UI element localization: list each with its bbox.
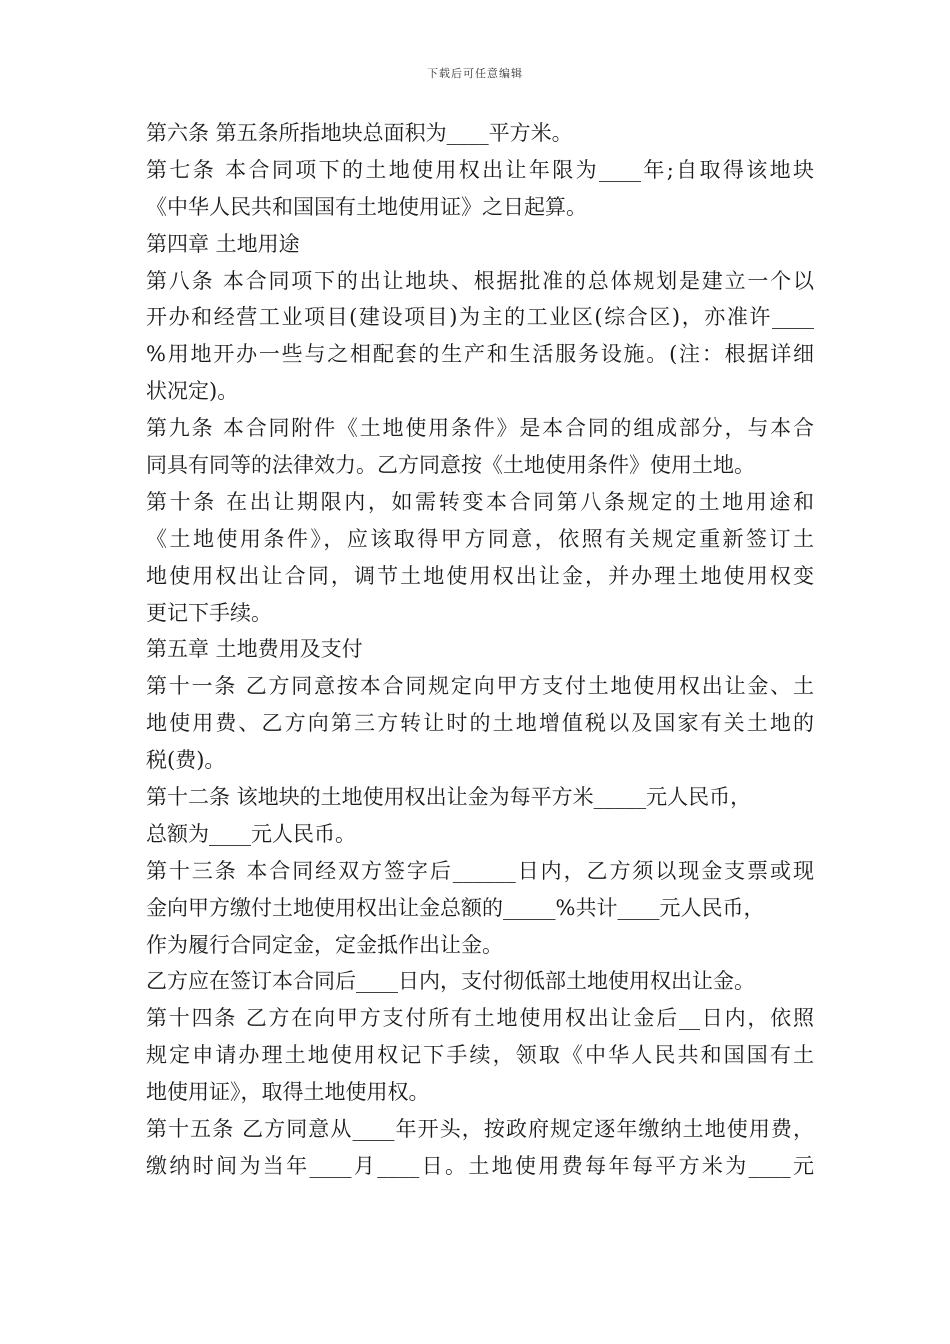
text-line: 第十五条 乙方同意从____年开头，按政府规定逐年缴纳土地使用费， — [146, 1117, 814, 1142]
chapter-heading: 第五章 土地费用及支付 — [146, 637, 363, 662]
text-line: 缴纳时间为当年____月____日。土地使用费每年每平方米为____元 — [146, 1153, 814, 1178]
text-line: 地使用费、乙方向第三方转让时的土地增值税以及国家有关土地的 — [146, 711, 814, 736]
text-line: 第十四条 乙方在向甲方支付所有土地使用权出让金后__日内，依照 — [146, 1006, 814, 1031]
page-header-note: 下载后可任意编辑 — [427, 67, 523, 80]
text-line: 地使用权出让合同，调节土地使用权出让金，并办理土地使用权变 — [146, 563, 814, 588]
document-body — [146, 115, 814, 1185]
text-line: 《中华人民共和国国有土地使用证》之日起算。 — [146, 194, 587, 219]
text-line: 乙方应在签订本合同后____日内，支付彻低部土地使用权出让金。 — [146, 969, 755, 994]
text-line: 第十二条 该地块的土地使用权出让金为每平方米_____元人民币， — [146, 785, 752, 810]
text-line: 开办和经营工业项目(建设项目)为主的工业区(综合区)，亦准许____ — [146, 305, 814, 330]
text-line: %用地开办一些与之相配套的生产和生活服务设施。(注：根据详细 — [146, 342, 814, 367]
text-line: 第十条 在出让期限内，如需转变本合同第八条规定的土地用途和 — [146, 489, 814, 514]
text-line: 第九条 本合同附件《土地使用条件》是本合同的组成部分，与本合 — [146, 416, 814, 441]
text-line: 第十三条 本合同经双方签字后______日内，乙方须以现金支票或现 — [146, 858, 814, 883]
text-line: 《土地使用条件》，应该取得甲方同意，依照有关规定重新签订土 — [146, 526, 814, 551]
text-line: 地使用证》，取得土地使用权。 — [146, 1080, 430, 1105]
text-line: 金向甲方缴付土地使用权出让金总额的_____%共计____元人民币， — [146, 895, 765, 920]
text-line: 第十一条 乙方同意按本合同规定向甲方支付土地使用权出让金、土 — [146, 674, 814, 699]
text-line: 第七条 本合同项下的土地使用权出让年限为____年;自取得该地块 — [146, 157, 814, 182]
text-line: 税(费)。 — [146, 748, 226, 773]
text-line: 第六条 第五条所指地块总面积为____平方米。 — [146, 121, 573, 145]
text-line: 总额为____元人民币。 — [146, 821, 356, 846]
text-line: 规定申请办理土地使用权记下手续，领取《中华人民共和国国有土 — [146, 1043, 814, 1068]
chapter-heading: 第四章 土地用途 — [146, 231, 300, 256]
text-line: 第八条 本合同项下的出让地块、根据批准的总体规划是建立一个以 — [146, 268, 814, 293]
text-line: 状况定)。 — [146, 379, 239, 404]
text-line: 作为履行合同定金，定金抵作出让金。 — [146, 932, 503, 957]
text-line: 更记下手续。 — [146, 600, 272, 625]
text-line: 同具有同等的法律效力。乙方同意按《土地使用条件》使用土地。 — [146, 453, 755, 478]
